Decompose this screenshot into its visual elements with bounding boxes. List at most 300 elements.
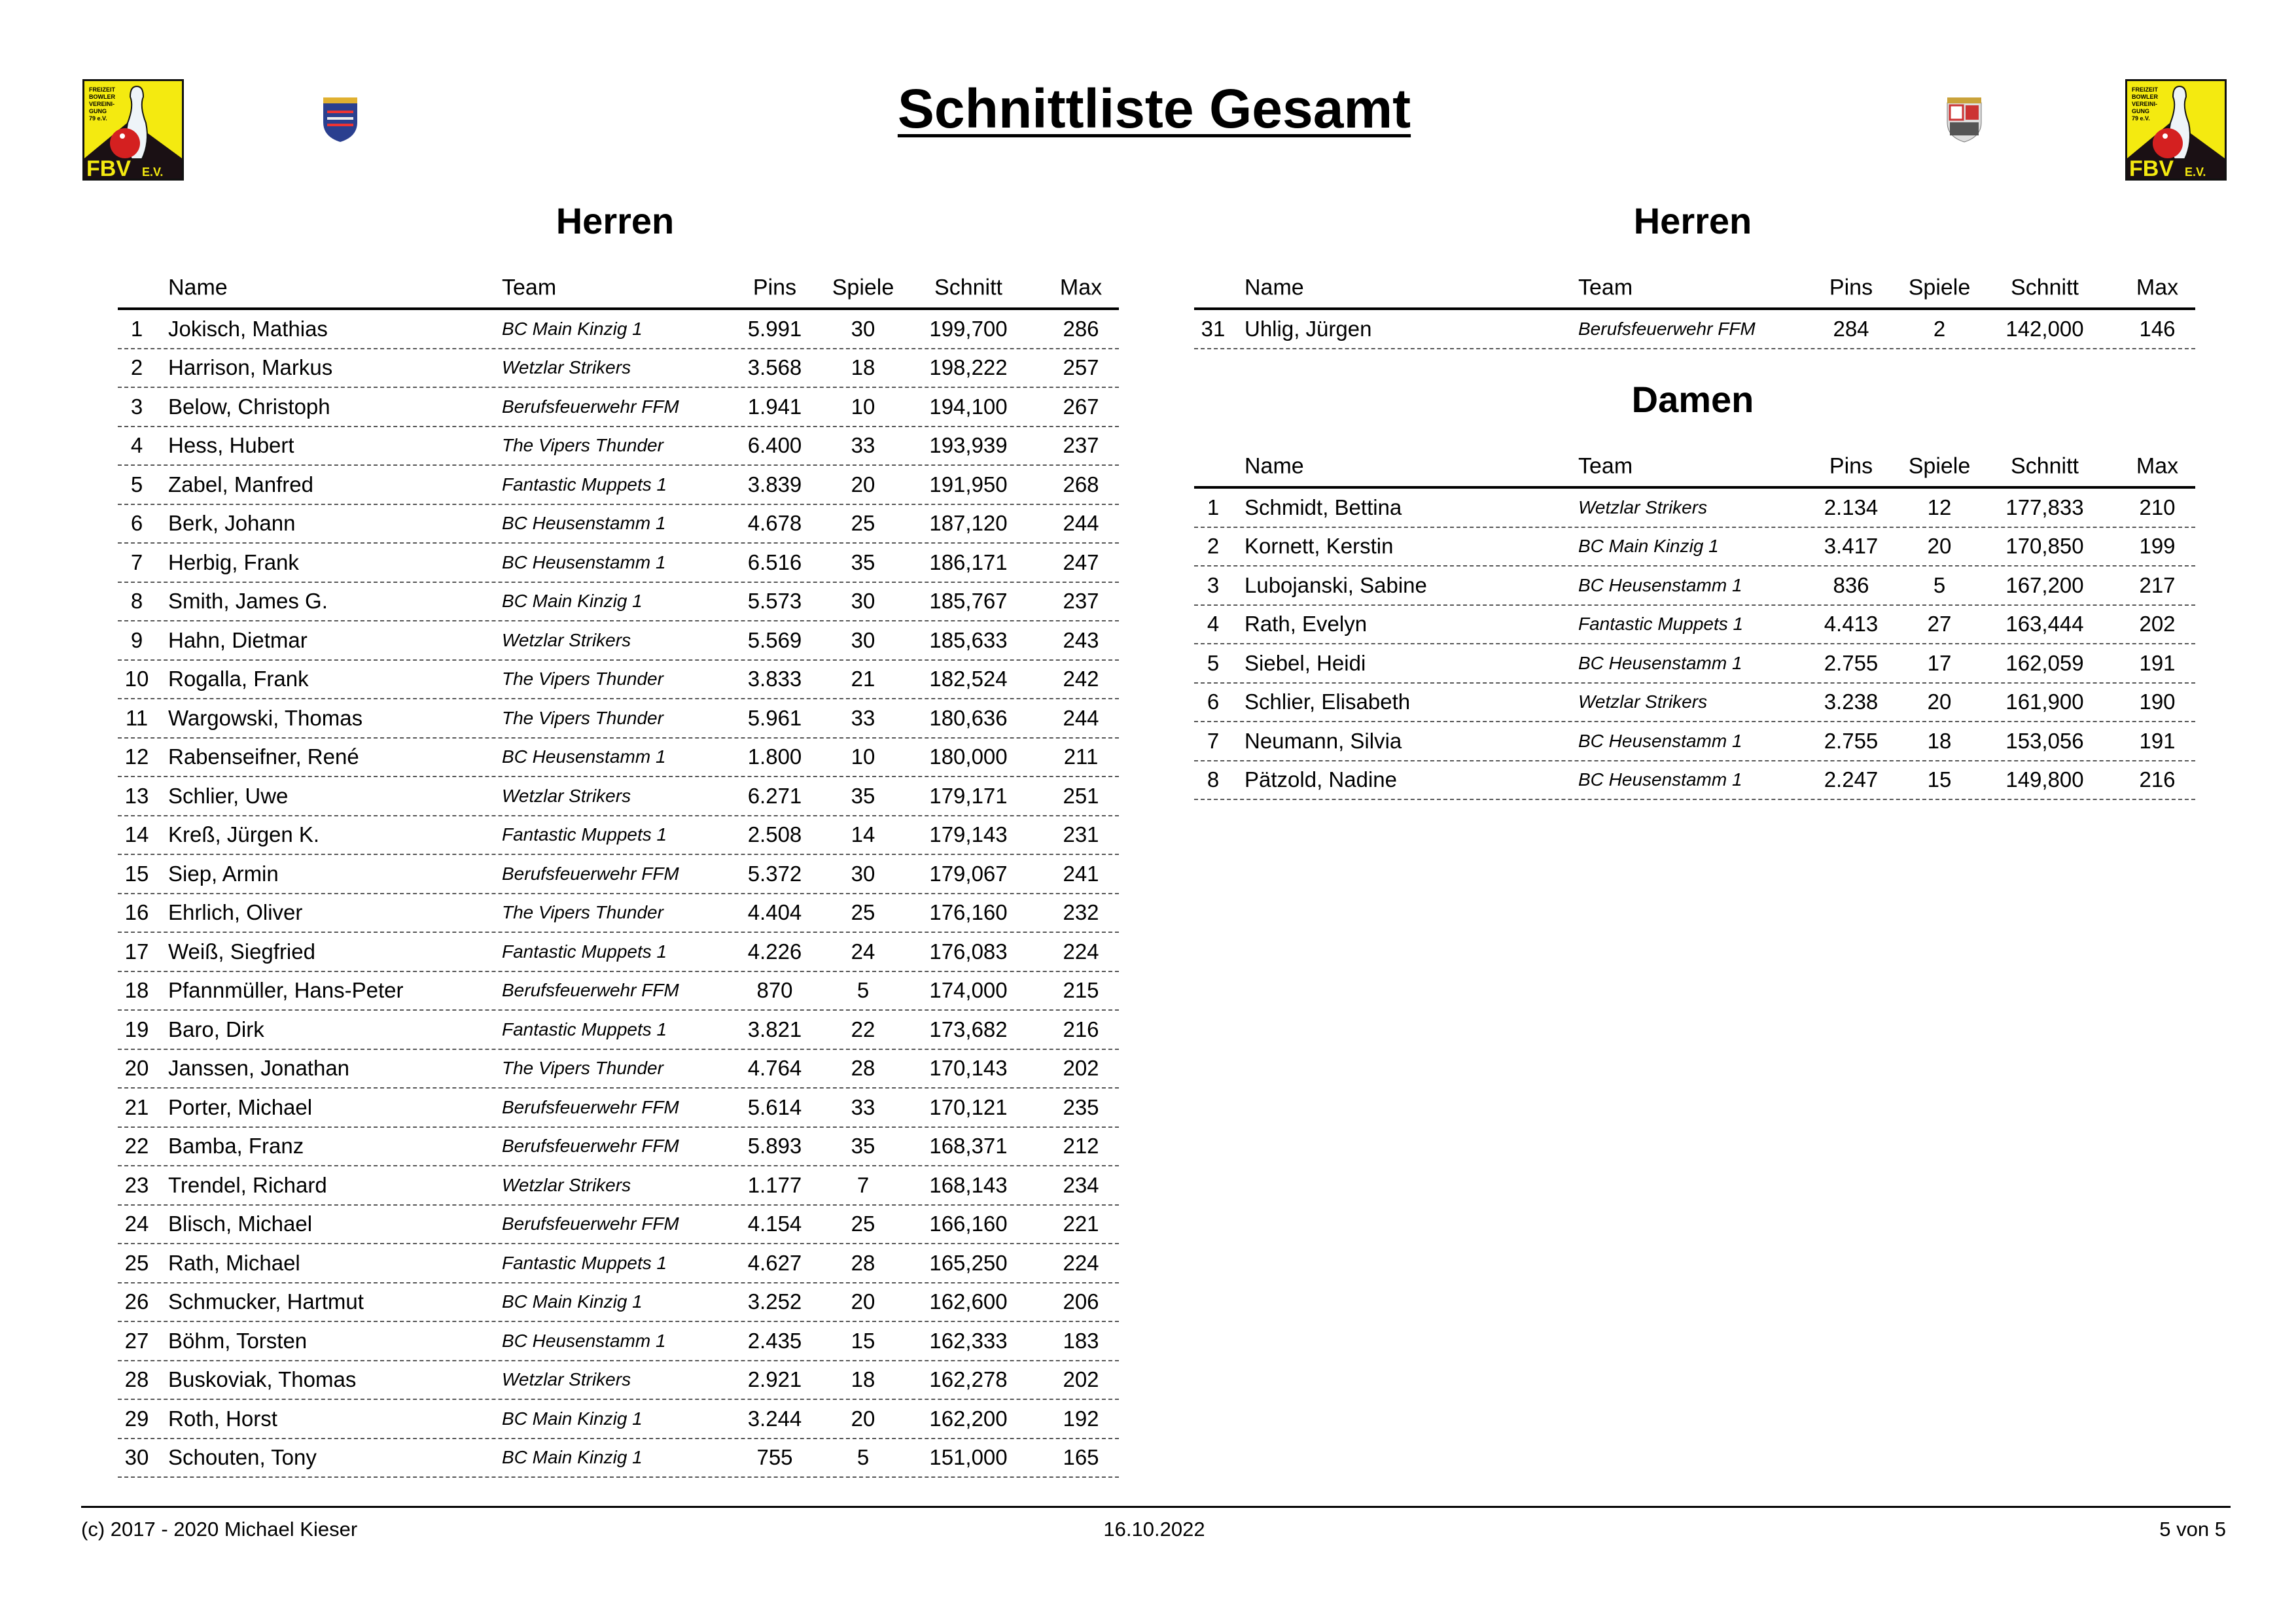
cell-schnitt: 179,143 <box>929 822 1008 847</box>
cell-pins: 3.252 <box>747 1289 802 1314</box>
svg-text:FBV: FBV <box>2129 156 2174 179</box>
cell-spiele: 30 <box>851 627 875 652</box>
svg-text:FBV: FBV <box>86 156 131 179</box>
cell-pins: 3.821 <box>747 1017 802 1041</box>
cell-pins: 5.893 <box>747 1134 802 1159</box>
column-header-schnitt: Schnitt <box>2011 275 2079 300</box>
cell-spiele: 15 <box>1927 767 1952 792</box>
cell-rank: 17 <box>124 939 149 964</box>
cell-rank: 2 <box>1207 534 1220 559</box>
table-row <box>118 1089 1119 1128</box>
cell-name: Herbig, Frank <box>168 550 299 574</box>
cell-rank: 3 <box>130 394 143 419</box>
cell-spiele: 2 <box>1933 316 1946 341</box>
cell-pins: 4.154 <box>747 1212 802 1236</box>
cell-team: Berufsfeuerwehr FFM <box>502 863 679 884</box>
cell-schnitt: 187,120 <box>929 511 1008 536</box>
cell-name: Pätzold, Nadine <box>1245 767 1397 792</box>
table-row <box>118 855 1119 894</box>
table-row <box>118 777 1119 816</box>
table-row <box>1194 684 2195 723</box>
cell-name: Ehrlich, Oliver <box>168 900 303 925</box>
cell-schnitt: 168,143 <box>929 1172 1008 1197</box>
cell-max: 241 <box>1063 861 1099 886</box>
cell-pins: 1.177 <box>747 1172 802 1197</box>
cell-name: Pfannmüller, Hans-Peter <box>168 978 404 1003</box>
table-row <box>118 505 1119 544</box>
cell-spiele: 33 <box>851 705 875 730</box>
cell-name: Siebel, Heidi <box>1245 650 1366 675</box>
cell-name: Trendel, Richard <box>168 1172 327 1197</box>
cell-max: 216 <box>1063 1017 1099 1041</box>
cell-team: BC Heusenstamm 1 <box>502 551 666 572</box>
table-row <box>118 310 1119 349</box>
cell-team: Fantastic Muppets 1 <box>502 941 667 962</box>
cell-schnitt: 166,160 <box>929 1212 1008 1236</box>
table-row <box>118 583 1119 622</box>
table-row <box>118 466 1119 505</box>
table-row <box>118 1283 1119 1323</box>
svg-text:79 e.V.: 79 e.V. <box>2132 115 2150 122</box>
cell-spiele: 20 <box>1927 534 1952 559</box>
cell-team: BC Main Kinzig 1 <box>502 1408 643 1429</box>
herren-left-table <box>118 268 1119 1478</box>
cell-schnitt: 173,682 <box>929 1017 1008 1041</box>
table-row <box>118 1361 1119 1401</box>
footer-page-number: 5 von 5 <box>2159 1518 2226 1541</box>
cell-schnitt: 180,000 <box>929 744 1008 769</box>
cell-rank: 31 <box>1201 316 1226 341</box>
table-row <box>118 427 1119 466</box>
page-title: Schnittliste Gesamt <box>897 78 1411 139</box>
cell-spiele: 15 <box>851 1328 875 1353</box>
cell-schnitt: 174,000 <box>929 978 1008 1003</box>
cell-team: BC Heusenstamm 1 <box>1578 769 1742 790</box>
damen-heading: Damen <box>1631 379 1754 420</box>
cell-rank: 3 <box>1207 572 1220 597</box>
svg-text:FREIZEIT: FREIZEIT <box>89 86 115 93</box>
cell-rank: 30 <box>124 1445 149 1470</box>
cell-team: BC Heusenstamm 1 <box>502 746 666 767</box>
cell-schnitt: 153,056 <box>2005 728 2084 753</box>
cell-spiele: 22 <box>851 1017 875 1041</box>
column-header-spiele: Spiele <box>832 275 894 300</box>
cell-name: Porter, Michael <box>168 1094 313 1119</box>
cell-pins: 2.247 <box>1824 767 1879 792</box>
cell-schnitt: 162,333 <box>929 1328 1008 1353</box>
cell-pins: 755 <box>756 1445 793 1470</box>
cell-pins: 4.226 <box>747 939 802 964</box>
cell-name: Below, Christoph <box>168 394 330 419</box>
cell-pins: 1.800 <box>747 744 802 769</box>
table-row <box>118 349 1119 389</box>
cell-team: Fantastic Muppets 1 <box>502 1019 667 1039</box>
cell-pins: 836 <box>1833 572 1869 597</box>
cell-name: Schlier, Uwe <box>168 783 289 808</box>
cell-spiele: 5 <box>857 978 870 1003</box>
cell-spiele: 24 <box>851 939 875 964</box>
cell-team: BC Heusenstamm 1 <box>1578 652 1742 673</box>
cell-team: BC Main Kinzig 1 <box>502 1447 643 1468</box>
column-header-name: Name <box>168 275 228 300</box>
cell-spiele: 10 <box>851 744 875 769</box>
cell-schnitt: 162,600 <box>929 1289 1008 1314</box>
cell-rank: 8 <box>130 589 143 614</box>
cell-rank: 6 <box>130 511 143 536</box>
cell-name: Roth, Horst <box>168 1406 277 1431</box>
cell-schnitt: 168,371 <box>929 1134 1008 1159</box>
cell-name: Schmidt, Bettina <box>1245 495 1402 519</box>
cell-team: Wetzlar Strikers <box>502 785 631 806</box>
cell-name: Rath, Evelyn <box>1245 612 1368 637</box>
cell-schnitt: 151,000 <box>929 1445 1008 1470</box>
table-row <box>118 544 1119 583</box>
table-row <box>1194 310 2195 349</box>
cell-rank: 20 <box>124 1056 149 1081</box>
column-header-max: Max <box>2136 275 2179 300</box>
column-header-schnitt: Schnitt <box>2011 453 2079 479</box>
cell-pins: 3.839 <box>747 472 802 497</box>
cell-rank: 19 <box>124 1017 149 1041</box>
table-row <box>118 1400 1119 1439</box>
table-row <box>118 1050 1119 1089</box>
cell-spiele: 25 <box>851 1212 875 1236</box>
damen-table <box>1194 447 2195 800</box>
cell-name: Neumann, Silvia <box>1245 728 1402 753</box>
cell-schnitt: 185,767 <box>929 589 1008 614</box>
cell-spiele: 30 <box>851 589 875 614</box>
cell-team: The Vipers Thunder <box>502 1058 663 1079</box>
table-row <box>118 1439 1119 1478</box>
cell-max: 267 <box>1063 394 1099 419</box>
cell-name: Hess, Hubert <box>168 433 294 458</box>
cell-rank: 1 <box>130 316 143 341</box>
cell-name: Böhm, Torsten <box>168 1328 308 1353</box>
cell-team: Wetzlar Strikers <box>502 629 631 650</box>
cell-rank: 29 <box>124 1406 149 1431</box>
column-header-pins: Pins <box>752 275 797 300</box>
cell-max: 247 <box>1063 550 1099 574</box>
cell-schnitt: 179,067 <box>929 861 1008 886</box>
cell-rank: 7 <box>130 550 143 574</box>
cell-rank: 6 <box>1207 689 1220 714</box>
cell-spiele: 30 <box>851 316 875 341</box>
cell-rank: 12 <box>124 744 149 769</box>
cell-spiele: 25 <box>851 511 875 536</box>
cell-max: 215 <box>1063 978 1099 1003</box>
column-header-team: Team <box>1578 275 1633 300</box>
table-header <box>1194 447 2195 489</box>
cell-name: Bamba, Franz <box>168 1134 304 1159</box>
cell-name: Smith, James G. <box>168 589 328 614</box>
column-header-spiele: Spiele <box>1908 275 1971 300</box>
cell-pins: 5.614 <box>747 1094 802 1119</box>
cell-rank: 23 <box>124 1172 149 1197</box>
column-header-max: Max <box>1059 275 1103 300</box>
cell-max: 231 <box>1063 822 1099 847</box>
cell-name: Wargowski, Thomas <box>168 705 363 730</box>
cell-rank: 18 <box>124 978 149 1003</box>
cell-name: Jokisch, Mathias <box>168 316 328 341</box>
cell-pins: 6.271 <box>747 783 802 808</box>
table-row <box>1194 567 2195 606</box>
cell-max: 216 <box>2139 767 2176 792</box>
cell-max: 210 <box>2139 495 2176 519</box>
column-header-max: Max <box>2136 453 2179 479</box>
cell-team: BC Main Kinzig 1 <box>502 1291 643 1312</box>
cell-schnitt: 162,200 <box>929 1406 1008 1431</box>
cell-team: Wetzlar Strikers <box>502 1174 631 1195</box>
table-row <box>1194 761 2195 801</box>
cell-spiele: 7 <box>857 1172 870 1197</box>
column-header-schnitt: Schnitt <box>934 275 1002 300</box>
cell-pins: 2.921 <box>747 1367 802 1392</box>
cell-schnitt: 165,250 <box>929 1250 1008 1275</box>
table-row <box>118 816 1119 856</box>
cell-max: 183 <box>1063 1328 1099 1353</box>
column-header-team: Team <box>1578 453 1633 479</box>
cell-team: Fantastic Muppets 1 <box>502 1252 667 1273</box>
cell-schnitt: 198,222 <box>929 355 1008 380</box>
cell-spiele: 27 <box>1927 612 1952 637</box>
cell-max: 191 <box>2139 728 2176 753</box>
cell-spiele: 21 <box>851 667 875 691</box>
cell-rank: 25 <box>124 1250 149 1275</box>
cell-pins: 3.417 <box>1824 534 1879 559</box>
cell-team: BC Heusenstamm 1 <box>1578 574 1742 595</box>
cell-rank: 1 <box>1207 495 1220 519</box>
cell-name: Siep, Armin <box>168 861 279 886</box>
cell-pins: 5.573 <box>747 589 802 614</box>
cell-team: Wetzlar Strikers <box>1578 497 1708 517</box>
cell-team: Berufsfeuerwehr FFM <box>502 980 679 1001</box>
footer-date: 16.10.2022 <box>1103 1518 1205 1541</box>
table-row <box>118 972 1119 1011</box>
cell-pins: 2.755 <box>1824 650 1879 675</box>
cell-spiele: 20 <box>1927 689 1952 714</box>
cell-schnitt: 185,633 <box>929 627 1008 652</box>
svg-text:VEREINI-: VEREINI- <box>2132 101 2158 107</box>
table-row <box>118 661 1119 700</box>
cell-pins: 3.244 <box>747 1406 802 1431</box>
cell-pins: 4.404 <box>747 900 802 925</box>
cell-max: 224 <box>1063 1250 1099 1275</box>
cell-rank: 9 <box>130 627 143 652</box>
cell-rank: 14 <box>124 822 149 847</box>
table-row <box>1194 606 2195 645</box>
cell-max: 268 <box>1063 472 1099 497</box>
svg-text:BOWLER: BOWLER <box>2132 94 2158 100</box>
svg-text:E.V.: E.V. <box>142 166 164 179</box>
cell-name: Hahn, Dietmar <box>168 627 308 652</box>
table-row <box>1194 644 2195 684</box>
cell-rank: 24 <box>124 1212 149 1236</box>
cell-schnitt: 142,000 <box>2005 316 2084 341</box>
cell-rank: 7 <box>1207 728 1220 753</box>
table-row <box>118 699 1119 739</box>
column-header-pins: Pins <box>1829 453 1873 479</box>
cell-pins: 3.568 <box>747 355 802 380</box>
cell-max: 224 <box>1063 939 1099 964</box>
herren-right-table <box>1194 268 2195 349</box>
cell-rank: 26 <box>124 1289 149 1314</box>
cell-pins: 1.941 <box>747 394 802 419</box>
cell-max: 192 <box>1063 1406 1099 1431</box>
svg-text:79 e.V.: 79 e.V. <box>89 115 107 122</box>
cell-name: Schouten, Tony <box>168 1445 317 1470</box>
cell-pins: 3.833 <box>747 667 802 691</box>
cell-pins: 870 <box>756 978 793 1003</box>
cell-rank: 4 <box>130 433 143 458</box>
cell-max: 243 <box>1063 627 1099 652</box>
cell-name: Kornett, Kerstin <box>1245 534 1394 559</box>
column-header-name: Name <box>1245 453 1304 479</box>
cell-pins: 284 <box>1833 316 1869 341</box>
cell-schnitt: 191,950 <box>929 472 1008 497</box>
svg-text:E.V.: E.V. <box>2185 166 2206 179</box>
cell-schnitt: 149,800 <box>2005 767 2084 792</box>
svg-text:GUNG: GUNG <box>2132 108 2149 114</box>
cell-spiele: 35 <box>851 783 875 808</box>
cell-max: 237 <box>1063 433 1099 458</box>
cell-team: The Vipers Thunder <box>502 707 663 728</box>
cell-rank: 15 <box>124 861 149 886</box>
table-row <box>1194 489 2195 528</box>
cell-name: Weiß, Siegfried <box>168 939 315 964</box>
cell-rank: 22 <box>124 1134 149 1159</box>
cell-schnitt: 162,059 <box>2005 650 2084 675</box>
cell-pins: 6.400 <box>747 433 802 458</box>
cell-max: 202 <box>2139 612 2176 637</box>
cell-rank: 11 <box>125 705 149 730</box>
herren-right-heading: Herren <box>1633 200 1752 241</box>
cell-name: Rabenseifner, René <box>168 744 359 769</box>
cell-schnitt: 170,850 <box>2005 534 2084 559</box>
cell-name: Kreß, Jürgen K. <box>168 822 320 847</box>
cell-spiele: 5 <box>857 1445 870 1470</box>
cell-rank: 5 <box>130 472 143 497</box>
cell-spiele: 35 <box>851 1134 875 1159</box>
cell-schnitt: 177,833 <box>2005 495 2084 519</box>
cell-schnitt: 199,700 <box>929 316 1008 341</box>
cell-spiele: 10 <box>851 394 875 419</box>
table-row <box>118 621 1119 661</box>
svg-text:VEREINI-: VEREINI- <box>89 101 115 107</box>
cell-schnitt: 179,171 <box>929 783 1008 808</box>
cell-max: 221 <box>1063 1212 1099 1236</box>
cell-rank: 2 <box>130 355 143 380</box>
cell-schnitt: 194,100 <box>929 394 1008 419</box>
cell-spiele: 20 <box>851 1406 875 1431</box>
cell-schnitt: 176,160 <box>929 900 1008 925</box>
cell-spiele: 18 <box>851 355 875 380</box>
cell-max: 234 <box>1063 1172 1099 1197</box>
cell-max: 237 <box>1063 589 1099 614</box>
cell-rank: 28 <box>124 1367 149 1392</box>
cell-name: Schlier, Elisabeth <box>1245 689 1411 714</box>
cell-schnitt: 167,200 <box>2005 572 2084 597</box>
cell-schnitt: 163,444 <box>2005 612 2084 637</box>
cell-pins: 2.755 <box>1824 728 1879 753</box>
cell-pins: 2.435 <box>747 1328 802 1353</box>
cell-team: Fantastic Muppets 1 <box>502 474 667 495</box>
footer-copyright: (c) 2017 - 2020 Michael Kieser <box>81 1518 358 1541</box>
cell-spiele: 33 <box>851 1094 875 1119</box>
cell-schnitt: 180,636 <box>929 705 1008 730</box>
cell-team: BC Main Kinzig 1 <box>1578 536 1719 557</box>
cell-max: 190 <box>2139 689 2176 714</box>
table-row <box>118 1206 1119 1245</box>
cell-max: 251 <box>1063 783 1099 808</box>
cell-spiele: 18 <box>851 1367 875 1392</box>
cell-max: 202 <box>1063 1367 1099 1392</box>
cell-max: 212 <box>1063 1134 1099 1159</box>
column-header-name: Name <box>1245 275 1304 300</box>
cell-spiele: 12 <box>1927 495 1952 519</box>
cell-schnitt: 170,143 <box>929 1056 1008 1081</box>
cell-max: 202 <box>1063 1056 1099 1081</box>
cell-schnitt: 182,524 <box>929 667 1008 691</box>
cell-rank: 21 <box>124 1094 149 1119</box>
table-row <box>118 1011 1119 1050</box>
cell-spiele: 14 <box>851 822 875 847</box>
cell-team: BC Heusenstamm 1 <box>1578 730 1742 751</box>
column-header-pins: Pins <box>1829 275 1873 300</box>
cell-rank: 16 <box>124 900 149 925</box>
column-header-spiele: Spiele <box>1908 453 1971 479</box>
cell-spiele: 33 <box>851 433 875 458</box>
cell-name: Baro, Dirk <box>168 1017 264 1041</box>
cell-pins: 5.991 <box>747 316 802 341</box>
cell-team: Wetzlar Strikers <box>502 357 631 378</box>
table-row <box>1194 722 2195 761</box>
cell-max: 211 <box>1063 744 1099 769</box>
cell-max: 286 <box>1063 316 1099 341</box>
cell-name: Harrison, Markus <box>168 355 333 380</box>
cell-team: The Vipers Thunder <box>502 902 663 923</box>
cell-pins: 4.627 <box>747 1250 802 1275</box>
cell-team: BC Heusenstamm 1 <box>502 1330 666 1351</box>
cell-max: 217 <box>2139 572 2176 597</box>
cell-team: BC Main Kinzig 1 <box>502 318 643 339</box>
cell-schnitt: 170,121 <box>929 1094 1008 1119</box>
table-row <box>118 1244 1119 1283</box>
cell-name: Buskoviak, Thomas <box>168 1367 357 1392</box>
cell-rank: 4 <box>1207 612 1220 637</box>
cell-pins: 2.508 <box>747 822 802 847</box>
cell-name: Schmucker, Hartmut <box>168 1289 364 1314</box>
svg-text:GUNG: GUNG <box>89 108 107 114</box>
table-row <box>118 739 1119 778</box>
table-row <box>118 388 1119 427</box>
cell-max: 165 <box>1063 1445 1099 1470</box>
cell-team: Wetzlar Strikers <box>502 1369 631 1390</box>
svg-text:BOWLER: BOWLER <box>89 94 115 100</box>
cell-spiele: 20 <box>851 1289 875 1314</box>
cell-team: Fantastic Muppets 1 <box>502 824 667 845</box>
cell-rank: 13 <box>124 783 149 808</box>
cell-spiele: 35 <box>851 550 875 574</box>
cell-max: 199 <box>2139 534 2176 559</box>
cell-spiele: 28 <box>851 1056 875 1081</box>
table-header <box>118 268 1119 310</box>
cell-name: Rath, Michael <box>168 1250 300 1275</box>
cell-pins: 3.238 <box>1824 689 1879 714</box>
cell-team: Berufsfeuerwehr FFM <box>502 1136 679 1157</box>
cell-pins: 5.569 <box>747 627 802 652</box>
column-header-team: Team <box>502 275 557 300</box>
cell-max: 206 <box>1063 1289 1099 1314</box>
